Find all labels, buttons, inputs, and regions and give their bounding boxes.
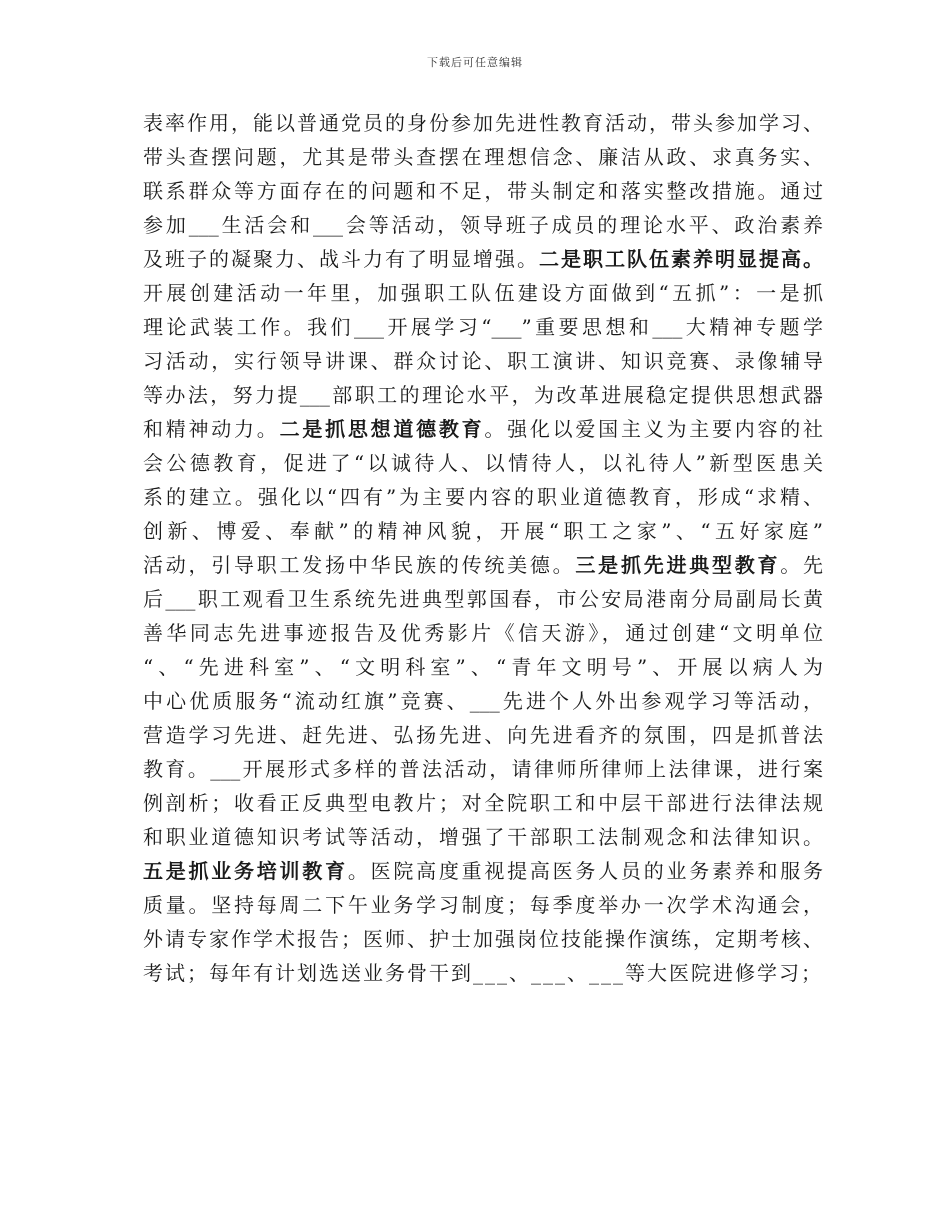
text-segment: 后___职工观看卫生系统先进典型郭国春，市公安局港南分局副局长黄 xyxy=(143,587,823,611)
text-segment: 善华同志先进事迹报告及优秀影片《信天游》，通过创建“文明单位 xyxy=(143,621,823,645)
text-segment: 。强化以爱国主义为主要内容的社 xyxy=(484,417,824,441)
bold-heading: 二是抓思想道德教育 xyxy=(279,417,485,441)
page-header: 下载后可任意编辑 xyxy=(427,56,523,69)
text-line xyxy=(143,616,823,650)
text-segment: 考试；每年有计划选送业务骨干到___、___、___等大医院进修学习； xyxy=(143,961,823,985)
text-segment: 系的建立。强化以“四有”为主要内容的职业道德教育，形成“求精、 xyxy=(143,485,823,509)
text-segment: 和精神动力。 xyxy=(143,417,280,441)
text-line xyxy=(143,752,823,786)
body-text xyxy=(143,106,823,990)
text-line xyxy=(143,174,823,208)
text-line xyxy=(143,582,823,616)
text-segment: 质量。坚持每周二下午业务学习制度；每季度举办一次学术沟通会， xyxy=(143,893,823,917)
text-segment: 教育。___开展形式多样的普法活动，请律师所律师上法律课，进行案 xyxy=(143,757,823,781)
text-segment: 表率作用，能以普通党员的身份参加先进性教育活动，带头参加学习、 xyxy=(143,111,823,135)
text-segment: 。先 xyxy=(780,553,824,577)
text-line xyxy=(143,242,823,276)
text-line xyxy=(143,888,823,922)
text-segment: 和职业道德知识考试等活动，增强了干部职工法制观念和法律知识。 xyxy=(143,825,823,849)
bold-heading: 三是抓先进典型教育 xyxy=(575,553,781,577)
text-line xyxy=(143,922,823,956)
text-line xyxy=(143,344,823,378)
text-line xyxy=(143,548,823,582)
text-segment: 习活动，实行领导讲课、群众讨论、职工演讲、知识竞赛、录像辅导 xyxy=(143,349,823,373)
text-line xyxy=(143,854,823,888)
text-line xyxy=(143,140,823,174)
text-segment: 联系群众等方面存在的问题和不足，带头制定和落实整改措施。通过 xyxy=(143,179,823,203)
text-segment: 中心优质服务“流动红旗”竞赛、___先进个人外出参观学习等活动， xyxy=(143,689,823,713)
text-line xyxy=(143,650,823,684)
text-segment: 带头查摆问题，尤其是带头查摆在理想信念、廉洁从政、求真务实、 xyxy=(143,145,823,169)
text-line xyxy=(143,310,823,344)
text-line xyxy=(143,276,823,310)
text-line xyxy=(143,412,823,446)
text-line xyxy=(143,786,823,820)
text-segment: 开展创建活动一年里，加强职工队伍建设方面做到“五抓”：一是抓 xyxy=(143,281,823,305)
text-line xyxy=(143,820,823,854)
text-segment: 等办法，努力提___部职工的理论水平，为改革进展稳定提供思想武器 xyxy=(143,383,823,407)
text-segment: 例剖析；收看正反典型电教片；对全院职工和中层干部进行法律法规 xyxy=(143,791,823,815)
bold-heading: 二是职工队伍素养明显提高。 xyxy=(539,247,823,271)
text-line xyxy=(143,480,823,514)
text-segment: 创新、博爱、奉献”的精神风貌，开展“职工之家”、“五好家庭” xyxy=(143,519,823,543)
bold-heading: 五是抓业务培训教育 xyxy=(143,859,348,883)
text-line xyxy=(143,956,823,990)
text-segment: 理论武装工作。我们___开展学习“___”重要思想和___大精神专题学 xyxy=(143,315,823,339)
text-segment: 参加___生活会和___会等活动，领导班子成员的理论水平、政治素养 xyxy=(143,213,823,237)
text-segment: 活动，引导职工发扬中华民族的传统美德。 xyxy=(143,553,576,577)
text-segment: 外请专家作学术报告；医师、护士加强岗位技能操作演练，定期考核、 xyxy=(143,927,823,951)
text-line xyxy=(143,378,823,412)
text-line xyxy=(143,718,823,752)
text-segment: 会公德教育，促进了“以诚待人、以情待人，以礼待人”新型医患关 xyxy=(143,451,823,475)
text-segment: 营造学习先进、赶先进、弘扬先进、向先进看齐的氛围，四是抓普法 xyxy=(143,723,823,747)
text-line xyxy=(143,106,823,140)
text-segment: 及班子的凝聚力、战斗力有了明显增强。 xyxy=(143,247,539,271)
text-line xyxy=(143,684,823,718)
text-line xyxy=(143,208,823,242)
text-segment: “、“先进科室”、“文明科室”、“青年文明号”、开展以病人为 xyxy=(143,655,823,679)
text-line xyxy=(143,446,823,480)
text-line xyxy=(143,514,823,548)
text-segment: 。医院高度重视提高医务人员的业务素养和服务 xyxy=(347,859,824,883)
